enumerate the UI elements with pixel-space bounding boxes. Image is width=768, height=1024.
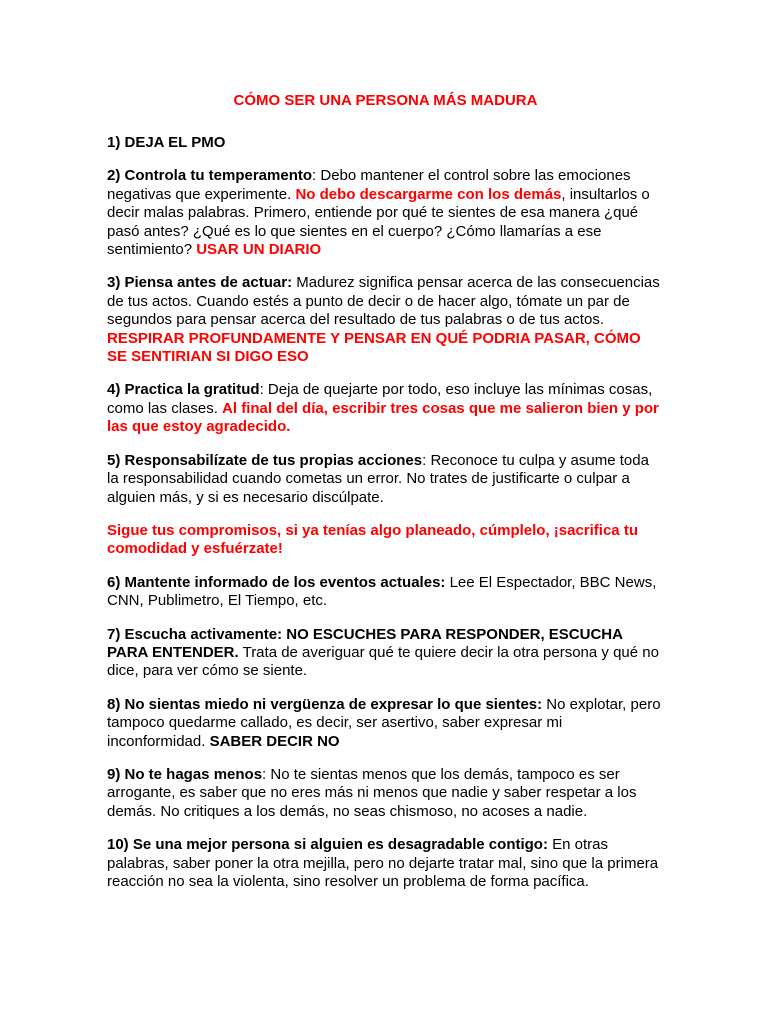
highlight-text: Sigue tus compromisos, si ya tenías algo planeado, cúmplelo, ¡sacrifica tu comodidad y esfuérzate!: [107, 521, 638, 558]
bold-text: SABER DECIR NO: [209, 732, 340, 750]
bold-text: 5) Responsabilízate de tus propias acciones: [107, 451, 423, 469]
body-text: , insultarlos o decir malas palabras. Primero, entiende por qué te sientes de esa manera ¿qué pasó antes? ¿Qué es lo que sientes en el cuerpo? ¿Cómo llamarías a ese sentimiento?: [107, 185, 650, 259]
list-item: [107, 696, 664, 751]
bold-text: 3) Piensa antes de actuar:: [107, 274, 293, 292]
list-item: [107, 836, 664, 891]
body-text: Trata de averiguar qué te quiere decir la otra persona y qué no dice, para ver cómo se siente.: [107, 643, 659, 680]
bold-text: 1) DEJA EL PMO: [107, 134, 226, 151]
body-text: En otras palabras, saber poner la otra mejilla, pero no dejarte tratar mal, sino que la primera reacción no sea la violenta, sino resolver un problema de forma pacífica.: [107, 836, 659, 890]
bold-text: 6) Mantente informado de los eventos actuales:: [107, 573, 446, 591]
body-text: : Deja de quejarte por todo, eso incluye las mínimas cosas, como las clases.: [107, 381, 653, 417]
body-text: No explotar, pero tampoco quedarme callado, es decir, ser asertivo, saber expresar mi inconformidad.: [107, 695, 661, 750]
highlight-text: No debo descargarme con los demás: [295, 185, 562, 203]
bold-text: 10) Se una mejor persona si alguien es desagradable contigo:: [107, 836, 548, 854]
list-item: [107, 452, 664, 507]
highlight-text: RESPIRAR PROFUNDAMENTE Y PENSAR EN QUÉ PODRIA PASAR, CÓMO SE SENTIRIAN SI DIGO ESO: [107, 329, 641, 366]
body-text: : Reconoce tu culpa y asume toda la responsabilidad cuando cometas un error. No trates de justificarte o culpar a alguien más, y si es necesario discúlpate.: [107, 451, 649, 506]
list-item: [107, 574, 664, 611]
list-item: [107, 626, 664, 681]
document-title: CÓMO SER UNA PERSONA MÁS MADURA: [233, 92, 538, 109]
highlight-text: Al final del día, escribir tres cosas que me salieron bien y por las que estoy agradecido.: [107, 399, 659, 436]
list-item: [107, 134, 664, 152]
highlight-text: USAR UN DIARIO: [196, 241, 322, 259]
list-item: [107, 381, 664, 436]
body-text: Madurez significa pensar acerca de las consecuencias de tus actos. Cuando estés a punto de decir o de hacer algo, tómate un par de segundos para pensar acerca del resultado de tus palabras o de tus actos.: [107, 274, 660, 329]
document-body: [107, 134, 664, 891]
list-item: [107, 274, 664, 366]
body-text: : Debo mantener el control sobre las emociones negativas que experimente.: [107, 167, 631, 203]
bold-text: 4) Practica la gratitud: [107, 381, 260, 399]
bold-text: 9) No te hagas menos: [107, 765, 263, 783]
list-item: [107, 167, 664, 259]
bold-text: 2) Controla tu temperamento: [107, 167, 313, 185]
body-text: Lee El Espectador, BBC News, CNN, Publimetro, El Tiempo, etc.: [107, 573, 657, 610]
list-item: [107, 522, 664, 559]
list-item: [107, 766, 664, 821]
body-text: : No te sientas menos que los demás, tampoco es ser arrogante, es saber que no eres más ni menos que nadie y saber respetar a los demás. No critiques a los demás, no seas chismoso, no acoses a nadie.: [107, 765, 637, 820]
bold-text: 7) Escucha activamente: NO ESCUCHES PARA RESPONDER, ESCUCHA PARA ENTENDER.: [107, 625, 623, 661]
bold-text: 8) No sientas miedo ni vergüenza de expresar lo que sientes:: [107, 695, 543, 713]
